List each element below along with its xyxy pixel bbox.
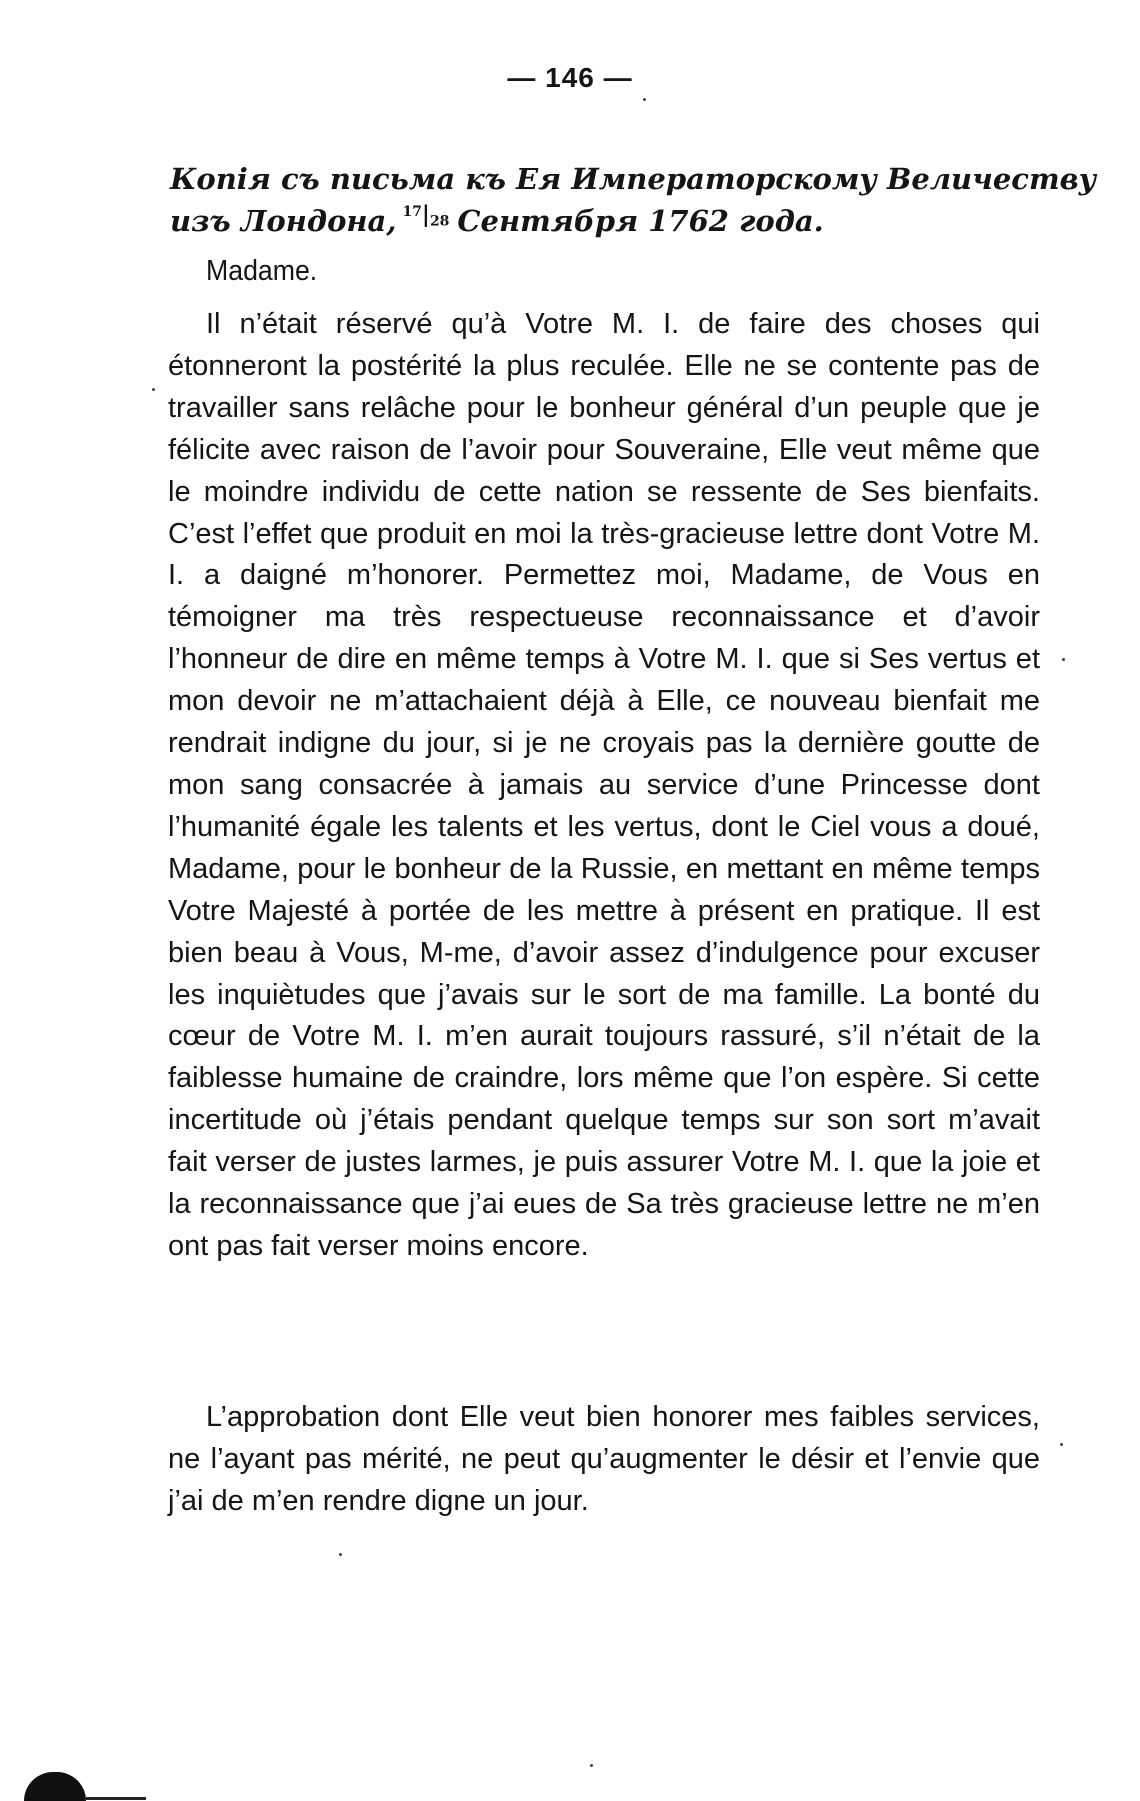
paragraph-2: L’approbation dont Elle veut bien honorer mes faibles services, ne l’ayant pas mérité, ne peut qu’augmenter le désir et l’envie que j’ai de m’en rendre digne un jour.	[168, 1401, 1040, 1517]
scan-speck	[339, 1553, 342, 1556]
scan-speck	[152, 388, 155, 391]
ink-smear	[86, 1797, 146, 1800]
date-numerator: 17	[402, 204, 422, 221]
page-number: — 146 —	[507, 62, 633, 93]
heading-date: Сентября 1762 года.	[457, 204, 824, 238]
scan-speck	[590, 1764, 593, 1767]
scan-speck	[1062, 658, 1065, 661]
heading-place: изъ Лондона,	[170, 204, 397, 238]
letter-heading	[170, 158, 1097, 242]
heading-line-1: Копія съ письма къ Ея Императорскому Величеству	[170, 162, 1097, 196]
letter-body-closing	[168, 1397, 1040, 1523]
heading-date-fraction: 17|28	[402, 201, 450, 230]
scan-speck	[643, 98, 646, 101]
date-denominator: 28	[429, 213, 450, 230]
salutation: Madame.	[206, 255, 318, 287]
heading-line-2	[170, 200, 1040, 242]
ink-blot	[24, 1772, 86, 1801]
scan-speck	[1060, 1443, 1063, 1446]
letter-body	[168, 304, 1040, 1268]
paragraph-1: Il n’était réservé qu’à Votre M. I. de faire des choses qui étonneront la postérité la plus reculée. Elle ne se contente pas de travailler sans relâche pour le bonheur général d’un peuple que je félicite avec raison de l’avoir pour Souveraine, Elle veut même que le moindre individu de cette nation se ressente de Ses bienfaits. C’est l’effet que produit en moi la très-gracieuse lettre dont Votre M. I. a daigné m’honorer. Permettez moi, Madame, de Vous en témoigner ma très respectueuse reconnaissance et d’avoir l’honneur de dire en même temps à Votre M. I. que si Ses vertus et mon devoir ne m’attachaient déjà à Elle, ce nouveau bienfait me rendrait indigne du jour, si je ne croyais pas la dernière goutte de mon sang consacrée à jamais au service d’une Princesse dont l’humanité égale les talents et les vertus, dont le Ciel vous a doué, Madame, pour le bonheur de la Russie, en mettant en même temps Votre Majesté à portée de les mettre à présent en pratique. Il est bien beau à Vous, M-me, d’avoir assez d’indulgence pour excuser les inquiètudes que j’avais sur le sort de ma famille. La bonté du cœur de Votre M. I. m’en aurait toujours rassuré, s’il n’était de la faiblesse humaine de craindre, lors même que l’on espère. Si cette incertitude où j’étais pendant quelque temps sur son sort m’avait fait verser de justes larmes, je puis assurer Votre M. I. que la joie et la reconnaissance que j’ai eues de Sa très gracieuse lettre ne m’en ont pas fait verser moins encore.	[168, 308, 1040, 1262]
